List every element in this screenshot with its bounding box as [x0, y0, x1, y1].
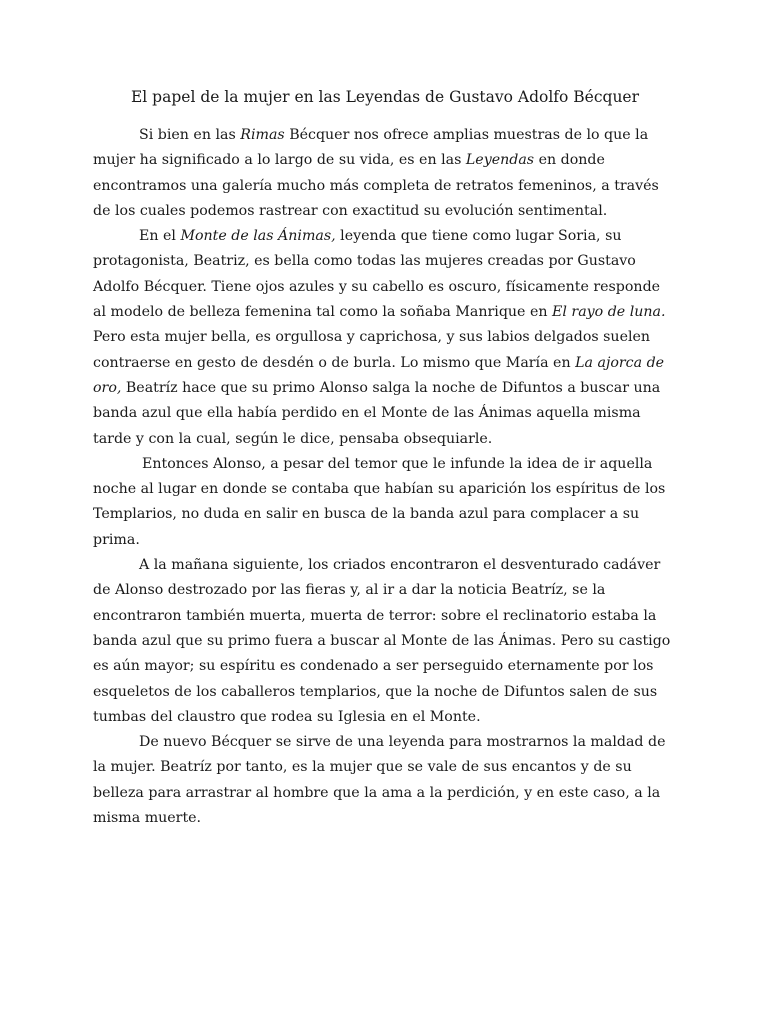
document-page — [93, 84, 677, 831]
text-run: En el — [139, 228, 181, 245]
paragraph-4 — [93, 553, 677, 730]
text-run: Pero esta mujer bella, es orgullosa y caprichosa, y sus labios delgados suelen contraerse en gesto de desdén o de burla. Lo mismo que María en — [93, 329, 651, 371]
text-run: leyenda que tiene como lugar Soria, su protagonista, Beatriz, es bella como todas las mujeres creadas por Gustavo Adolfo Bécquer. Tiene ojos azules y su cabello es oscuro, físicamente responde al modelo de belleza femenina tal como la soñaba Manrique en — [93, 228, 661, 321]
paragraph-5 — [93, 730, 677, 831]
text-run: Bécquer nos ofrece amplias muestras de lo que la mujer ha significado a lo largo de su vida, es en las — [93, 127, 649, 169]
text-run: Si bien en las — [139, 127, 241, 143]
document-title: El papel de la mujer en las Leyendas de Gustavo Adolfo Bécquer — [130, 88, 640, 106]
text-run: A la mañana siguiente, los criados encontraron el desventurado cadáver de Alonso destrozado por las fieras y, al ir a dar la noticia Beatríz, se la encontraron también muerta, muerta de terror: sobre el reclinatorio estaba la banda azul que su primo fuera a buscar al Monte de las Ánimas. Pero su castigo es aún mayor; su espíritu es condenado a ser perseguido eternamente por los esqueletos de los caballeros templarios, que la noche de Difuntos salen de sus tumbas del claustro que rodea su Iglesia en el Monte. — [93, 557, 671, 725]
italic-title-run: El rayo de luna. — [552, 304, 666, 321]
text-run: Entonces Alonso, a pesar del temor que le infunde la idea de ir aquella noche al lugar en donde se contaba que habían su aparición los espíritus de los Templarios, no duda en salir en busca de la banda azul para complacer a su prima. — [93, 455, 666, 548]
italic-title-run: Leyendas — [465, 152, 535, 169]
paragraph-3 — [93, 452, 677, 553]
text-run: Beatríz hace que su primo Alonso salga la noche de Difuntos a buscar una banda azul que ella había perdido en el Monte de las Ánimas aquella misma tarde y con la cual, según le dice, pensaba obsequiarle. — [93, 379, 661, 447]
paragraph-2 — [93, 224, 677, 452]
document-body — [93, 123, 677, 831]
italic-title-run: Rimas — [240, 127, 285, 143]
text-run: De nuevo Bécquer se sirve de una leyenda para mostrarnos la maldad de la mujer. Beatríz por tanto, es la mujer que se vale de sus encantos y de su belleza para arrastrar al hombre que la ama a la perdición, y en este caso, a la misma muerte. — [93, 734, 666, 827]
italic-title-run: La ajorca de oro, — [93, 354, 665, 396]
text-run: en donde encontramos una galería mucho más completa de retratos femeninos, a través de los cuales podemos rastrear con exactitud su evolución sentimental. — [93, 152, 659, 219]
paragraph-1 — [93, 123, 677, 224]
italic-title-run: Monte de las Ánimas, — [180, 228, 336, 245]
